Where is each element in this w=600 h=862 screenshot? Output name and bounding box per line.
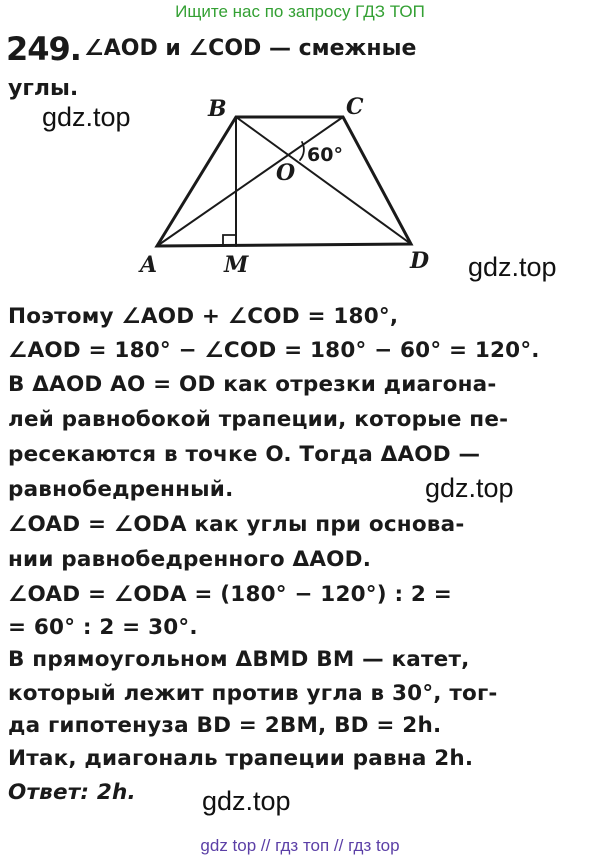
solution-line: В прямоугольном ΔBMD BM — катет, — [8, 647, 470, 672]
solution-line: нии равнобедренного ΔAOD. — [8, 547, 372, 572]
angle-label: 60° — [307, 144, 343, 166]
solution-line: Итак, диагональ трапеции равна 2h. — [8, 746, 474, 771]
solution-line: да гипотенуза BD = 2BM, BD = 2h. — [8, 713, 442, 738]
footer-links: gdz top // гдз топ // гдз top — [200, 836, 400, 855]
solution-line: ресекаются в точке O. Тогда ΔAOD — — [8, 442, 481, 467]
watermark: gdz.top — [468, 252, 557, 282]
label-vertex-d: D — [410, 248, 430, 274]
solution-line: лей равнобокой трапеции, которые пе- — [8, 407, 509, 432]
watermark: gdz.top — [425, 473, 514, 503]
solution-line: Поэтому ∠AOD + ∠COD = 180°, — [8, 304, 399, 329]
answer-line: Ответ: 2h. — [8, 780, 136, 805]
solution-line: ∠AOD = 180° − ∠COD = 180° − 60° = 120°. — [8, 338, 540, 363]
label-vertex-c: C — [346, 94, 364, 120]
label-point-o: O — [276, 160, 296, 186]
solution-line: В ΔAOD AO = OD как отрезки диагона- — [8, 372, 497, 397]
search-banner: Ищите нас по запросу ГДЗ ТОП — [175, 2, 425, 21]
watermark: gdz.top — [42, 102, 131, 132]
problem-header-line1: ∠AOD и ∠COD — смежные — [84, 36, 417, 61]
diagonal-ac — [157, 117, 343, 246]
label-vertex-a: A — [140, 252, 158, 278]
label-vertex-b: B — [208, 96, 227, 122]
problem-number: 249. — [6, 30, 81, 68]
problem-header-line2: углы. — [8, 76, 79, 101]
diagonal-bd — [236, 117, 411, 244]
solution-line: который лежит против угла в 30°, тог- — [8, 681, 498, 706]
solution-line: ∠OAD = ∠ODA как углы при основа- — [8, 512, 465, 537]
watermark: gdz.top — [202, 786, 291, 816]
label-point-m: M — [224, 252, 249, 278]
solution-line: ∠OAD = ∠ODA = (180° − 120°) : 2 = — [8, 582, 452, 607]
solution-line: = 60° : 2 = 30°. — [8, 615, 198, 640]
solution-line: равнобедренный. — [8, 477, 234, 502]
